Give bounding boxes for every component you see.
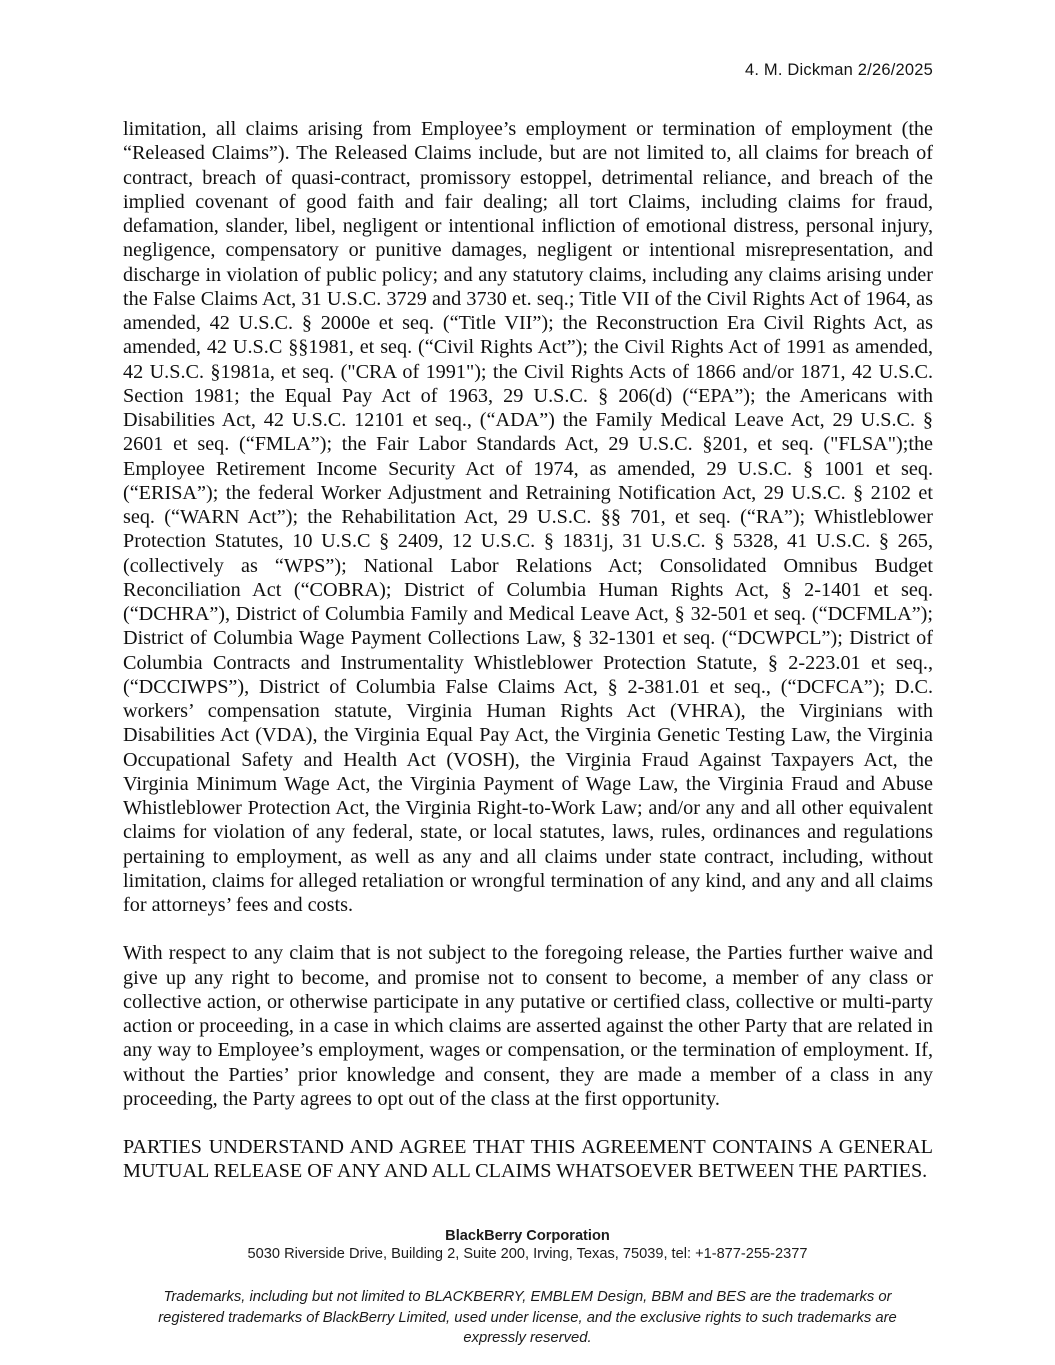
footer-company-address: 5030 Riverside Drive, Building 2, Suite 200, Irving, Texas, 75039, tel: +1-877-255-2377 [247,1246,808,1262]
document-body [123,117,933,1184]
page-footer [0,1227,1055,1349]
paragraph-general-mutual-release: PARTIES UNDERSTAND AND AGREE THAT THIS AGREEMENT CONTAINS A GENERAL MUTUAL RELEASE OF ANY AND ALL CLAIMS WHATSOEVER BETWEEN THE PARTIES. [123,1136,933,1183]
footer-company-name: BlackBerry Corporation [445,1228,610,1244]
paragraph-released-claims: limitation, all claims arising from Employee’s employment or termination of employment (the “Released Claims”). The Released Claims include, but are not limited to, all claims for breach of contract, breach of quasi-contract, promissory estoppel, detrimental reliance, and breach of the implied covenant of good faith and fair dealing; all tort Claims, including claims for fraud, defamation, slander, libel, negligent or intentional infliction of emotional distress, personal injury, negligence, compensatory or punitive damages, negligent or intentional misrepresentation, and discharge in violation of public policy; and any statutory claims, including any claims arising under the False Claims Act, 31 U.S.C. 3729 and 3730 et. seq.; Title VII of the Civil Rights Act of 1964, as amended, 42 U.S.C. § 2000e et seq. (“Title VII”); the Reconstruction Era Civil Rights Act, as amended, 42 U.S.C §§1981, et seq. (“Civil Rights Act”); the Civil Rights Act of 1991 as amended, 42 U.S.C. §1981a, et seq. ("CRA of 1991"); the Civil Rights Acts of 1866 and/or 1871, 42 U.S.C. Section 1981; the Equal Pay Act of 1963, 29 U.S.C. § 206(d) (“EPA”); the Americans with Disabilities Act, 42 U.S.C. 12101 et seq., (“ADA”) the Family Medical Leave Act, 29 U.S.C. § 2601 et seq. (“FMLA”); the Fair Labor Standards Act, 29 U.S.C. §201, et seq. ("FLSA");the Employee Retirement Income Security Act of 1974, as amended, 29 U.S.C. § 1001 et seq. (“ERISA”); the federal Worker Adjustment and Retraining Notification Act, 29 U.S.C. § 2102 et seq. (“WARN Act”); the Rehabilitation Act, 29 U.S.C. §§ 701, et seq. (“RA”); Whistleblower Protection Statutes, 10 U.S.C § 2409, 12 U.S.C. § 1831j, 31 U.S.C. § 5328, 41 U.S.C. § 265, (collectively as “WPS”); National Labor Relations Act; Consolidated Omnibus Budget Reconciliation Act (“COBRA); District of Columbia Human Rights Act, § 2-1401 et seq. (“DCHRA”), District of Columbia Family and Medical Leave Act, § 32-501 et seq. (“DCFMLA”); District of Columbia Wage Payment Collections Law, § 32-1301 et seq. (“DCWPCL”); District of Columbia Contracts and Instrumentality Whistleblower Protection Statute, § 2-223.01 et seq., (“DCCIWPS”), District of Columbia False Claims Act, § 2-381.01 et seq., (“DCFCA”); D.C. workers’ compensation statute, Virginia Human Rights Act (VHRA), the Virginians with Disabilities Act (VDA), the Virginia Equal Pay Act, the Virginia Genetic Testing Law, the Virginia Occupational Safety and Health Act (VOSH), the Virginia Fraud Against Taxpayers Act, the Virginia Minimum Wage Act, the Virginia Payment of Wage Law, the Virginia Fraud and Abuse Whistleblower Protection Act, the Virginia Right-to-Work Law; and/or any and all other equivalent claims for violation of any federal, state, or local statutes, laws, rules, ordinances and regulations pertaining to employment, as well as any and all claims under state contract, including, without limitation, claims for alleged retaliation or wrongful termination of any kind, and any and all claims for attorneys’ fees and costs. [123,118,933,916]
paragraph-class-action-waiver: With respect to any claim that is not subject to the foregoing release, the Parties further waive and give up any right to become, and promise not to consent to become, a member of any class or collective action, or otherwise participate in any putative or certified class, collective or multi-party action or proceeding, in a case in which claims are asserted against the other Party that are related in any way to Employee’s employment, wages or compensation, or the termination of employment. If, without the Parties’ prior knowledge and consent, they are made a member of a class in any proceeding, the Party agrees to opt out of the class at the first opportunity. [123,942,933,1110]
footer-trademark-notice: Trademarks, including but not limited to BLACKBERRY, EMBLEM Design, BBM and BES are the trademarks or registered trademarks of BlackBerry Limited, used under license, and the exclusive rights to such trademarks are expressly reserved. [158,1289,897,1346]
page-header-annotation: 4. M. Dickman 2/26/2025 [744,61,933,79]
